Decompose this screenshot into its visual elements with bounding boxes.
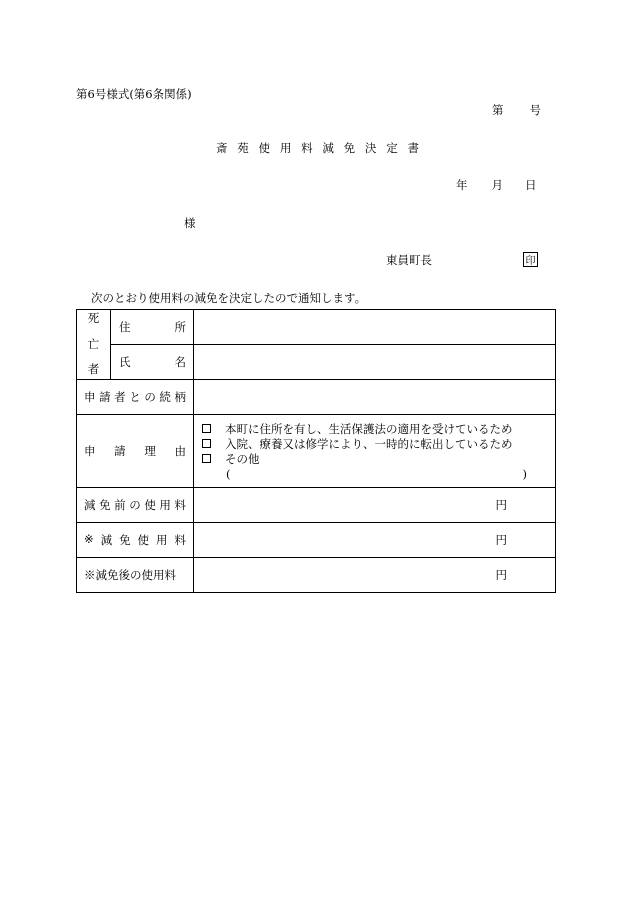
relationship-label: 申 請 者 と の 続 柄: [77, 380, 194, 415]
intro-text: 次のとおり使用料の減免を決定したので通知します。: [91, 291, 367, 305]
fee-before-label: 減 免 前 の 使 用 料: [77, 488, 194, 523]
table-row: [77, 523, 556, 558]
checkbox-reason-temporary[interactable]: [202, 439, 211, 448]
issuer-name: 東員町長: [386, 253, 432, 267]
reason-option[interactable]: 入院、療養又は修学により、一時的に転出しているため: [202, 436, 555, 451]
fee-before-field[interactable]: [194, 488, 556, 523]
table-row: [77, 488, 556, 523]
application-table: [76, 309, 556, 593]
deceased-label: [77, 310, 111, 380]
addressee-honorific: 様: [184, 216, 196, 230]
name-label: 氏 名: [111, 345, 194, 380]
reason-label: 申 請 理 由: [77, 415, 194, 488]
relationship-field[interactable]: [194, 380, 556, 415]
yen-unit: 円: [495, 533, 507, 547]
table-row: [77, 345, 556, 380]
seal-stamp: 印: [523, 252, 538, 267]
fee-after-field[interactable]: [194, 558, 556, 593]
reduction-field[interactable]: [194, 523, 556, 558]
table-row: [77, 380, 556, 415]
table-row: [77, 415, 556, 488]
issue-date: [456, 180, 537, 192]
fee-after-label: ※減免後の使用料: [77, 558, 194, 593]
yen-unit: 円: [495, 498, 507, 512]
reason-option[interactable]: その他: [202, 451, 555, 466]
document-number: [492, 105, 541, 117]
table-row: [77, 558, 556, 593]
reduction-label: ※ 減 免 使 用 料: [77, 523, 194, 558]
number-prefix: 第: [492, 103, 504, 117]
deceased-char: 亡: [87, 336, 100, 351]
yen-unit: 円: [495, 568, 507, 582]
name-field[interactable]: [194, 345, 556, 380]
date-year: 年: [456, 178, 468, 192]
deceased-char: 死: [87, 311, 100, 326]
address-field[interactable]: [194, 310, 556, 345]
table-row: [77, 310, 556, 345]
date-month: 月: [491, 178, 503, 192]
document-title: 斎苑使用料減免決定書: [216, 141, 429, 155]
address-label: 住 所: [111, 310, 194, 345]
number-suffix: 号: [529, 103, 541, 117]
form-number: 第6号様式(第6条関係): [76, 87, 192, 101]
checkbox-reason-resident[interactable]: [202, 424, 211, 433]
checkbox-reason-other[interactable]: [202, 454, 211, 463]
other-reason-field[interactable]: ( ): [226, 466, 527, 481]
deceased-char: 者: [87, 362, 100, 377]
date-day: 日: [525, 178, 537, 192]
reason-options: [194, 415, 556, 488]
reason-option[interactable]: 本町に住所を有し、生活保護法の適用を受けているため: [202, 421, 555, 436]
